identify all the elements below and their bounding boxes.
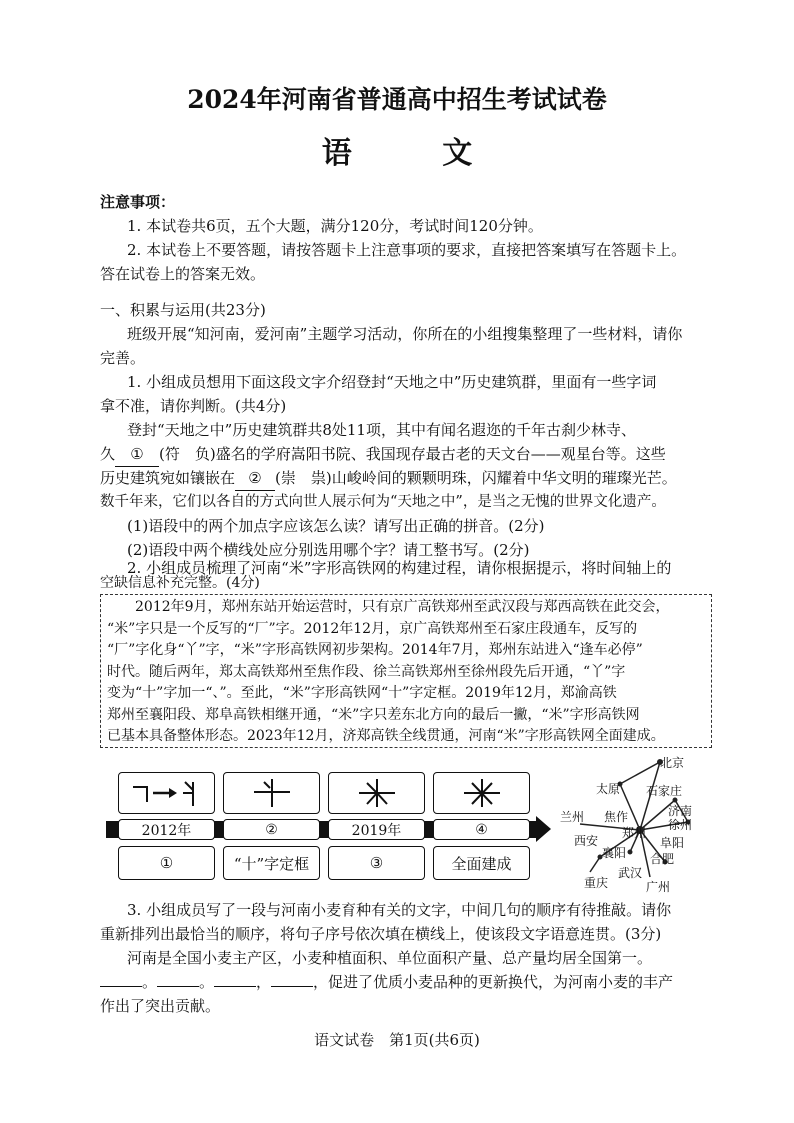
map-city-lanzhou: 兰州: [560, 810, 585, 824]
q2-stem: 2. 小组成员梳理了河南“米”字形高铁网的构建过程，请你根据提示，将时间轴上的: [127, 559, 672, 577]
answer-blank-4[interactable]: [271, 972, 313, 987]
map-city-zhengzhou: 郑州: [622, 826, 647, 840]
map-city-fuyang: 阜阳: [660, 836, 685, 850]
q1-stem-cont: 拿不准，请你判断。(共4分): [100, 397, 287, 415]
timeline-bottom-2: “十”字定框: [223, 846, 320, 880]
timeline-arrow-icon: [536, 816, 551, 842]
map-city-taiyuan: 太原: [596, 782, 621, 796]
box-line-4: 时代。随后两年，郑太高铁郑州至焦作段、徐兰高铁郑州至徐州段先后开通，“丫”字: [107, 663, 626, 680]
map-city-xuzhou: 徐州: [668, 818, 693, 832]
q3-text-1: 河南是全国小麦主产区，小麦种植面积、单位面积产量、总产量均居全国第一。: [127, 949, 653, 967]
passage-text: 历史建筑宛如镶嵌在: [100, 469, 236, 487]
section-intro-cont: 完善。: [100, 349, 146, 367]
map-city-xiangyang: 襄阳: [602, 846, 627, 860]
notice-heading: 注意事项：: [100, 193, 176, 211]
timeline-symbol-3: [328, 772, 425, 814]
map-city-xian: 西安: [574, 834, 599, 848]
notice-item-2: 2. 本试卷上不要答题，请按答题卡上注意事项的要求，直接把答案填写在答题卡上。: [127, 241, 687, 259]
timeline-top-2: ②: [223, 819, 320, 840]
timeline-top-1: 2012年: [118, 819, 215, 840]
q1-passage-line-2: [100, 442, 666, 467]
q3-text-3: 作出了突出贡献。: [100, 997, 221, 1015]
q1-stem: 1. 小组成员想用下面这段文字介绍登封“天地之中”历史建筑群，里面有一些字词: [127, 373, 657, 391]
subject-title: 语 文: [321, 136, 513, 171]
q1-passage-line-1: 登封“天地之中”历史建筑群共8处11项，其中有闻名遐迩的千年古刹少林寺、: [127, 421, 636, 439]
q1-passage-line-3: [100, 466, 677, 491]
map-city-shijiazhuang: 石家庄: [646, 784, 683, 798]
mi-without-stroke-icon: [337, 776, 417, 810]
q2-material-box: [100, 594, 712, 748]
q1-sub-2: (2)语段中两个横线处应分别选用哪个字？请工整书写。(2分): [127, 541, 530, 559]
timeline-bottom-1: ①: [118, 846, 215, 880]
q3-text-tail: ，促进了优质小麦品种的更新换代，为河南小麦的丰产: [313, 973, 674, 991]
timeline-top-3: 2019年: [328, 819, 425, 840]
section-intro: 班级开展“知河南，爱河南”主题学习活动，你所在的小组搜集整理了一些材料，请你: [127, 325, 683, 343]
map-city-jiaozuo: 焦作: [604, 810, 629, 824]
box-line-6: 郑州至襄阳段、郑阜高铁相继开通，“米”字只差东北方向的最后一撇，“米”字形高铁网: [107, 706, 640, 723]
railway-map: [560, 752, 720, 892]
exam-title: 2024年河南省普通高中招生考试试卷: [187, 85, 607, 114]
timeline-symbol-2: [223, 772, 320, 814]
cross-plus-dot-icon: [232, 776, 312, 810]
map-city-chongqing: 重庆: [584, 876, 609, 890]
passage-text: (符 负)盛名的学府嵩阳书院、我国现存最古老的天文台——观星台等。这些: [159, 445, 666, 463]
box-line-3: “厂”字化身“丫”字，“米”字形高铁网初步架构。2014年7月，郑州东站进入“逢车必停”: [107, 642, 643, 658]
answer-blank-2[interactable]: [157, 972, 199, 987]
timeline-symbol-1: [118, 772, 215, 814]
box-line-5: 变为“十”字加一“、”。至此，“米”字形高铁网“十”字定框。2019年12月，郑渝高铁: [107, 685, 617, 701]
notice-item-1: 1. 本试卷共6页，五个大题，满分120分，考试时间120分钟。: [127, 217, 543, 235]
mi-full-icon: [442, 776, 522, 810]
reversed-chang-to-ya-icon: [127, 778, 207, 808]
q3-stem-cont: 重新排列出最恰当的顺序，将句子序号依次填在横线上，使该段文字语意连贯。(3分): [100, 925, 662, 943]
map-city-hefei: 合肥: [650, 852, 675, 866]
map-city-jinan: 济南: [668, 804, 693, 818]
blank-2: ②: [235, 466, 275, 491]
map-city-beijing: 北京: [660, 756, 685, 770]
page-footer: 语文试卷 第1页(共6页): [314, 1031, 480, 1049]
timeline-symbol-4: [433, 772, 530, 814]
answer-blank-3[interactable]: [214, 972, 256, 987]
passage-text: (崇 祟)山峻岭间的颗颗明珠，闪耀着中华文明的璀璨光芒。: [275, 469, 677, 487]
blank-1: ①: [115, 442, 159, 467]
notice-item-2-cont: 答在试卷上的答案无效。: [100, 265, 266, 283]
box-line-2: “米”字只是一个反写的“厂”字。2012年12月，京广高铁郑州至石家庄段通车，反写的: [107, 620, 638, 637]
q2-stem-cont: 空缺信息补充完整。(4分): [100, 575, 260, 591]
passage-text: 久: [100, 445, 116, 463]
timeline-bottom-3: ③: [328, 846, 425, 880]
box-line-1: 2012年9月，郑州东站开始运营时，只有京广高铁郑州至武汉段与郑西高铁在此交会，: [135, 599, 670, 615]
q3-stem: 3. 小组成员写了一段与河南小麦育种有关的文字，中间几句的顺序有待推敲。请你: [127, 901, 672, 919]
map-city-guangzhou: 广州: [646, 880, 671, 894]
map-city-wuhan: 武汉: [618, 866, 643, 880]
q1-passage-line-4: 数千年来，它们以各自的方式向世人展示何为“天地之中”，是当之无愧的世界文化遗产。: [100, 494, 666, 510]
box-line-7: 已基本具备整体形态。2023年12月，济郑高铁全线贯通，河南“米”字形高铁网全面建成。: [107, 728, 665, 744]
section-heading: 一、积累与运用(共23分): [100, 301, 266, 319]
timeline-top-4: ④: [433, 819, 530, 840]
q3-text-2: 。 。 ， ，促进了优质小麦品种的更新换代，为河南小麦的丰产: [100, 970, 673, 994]
timeline-bottom-4: 全面建成: [433, 846, 530, 880]
answer-blank-1[interactable]: [100, 972, 142, 987]
q1-sub-1: (1)语段中的两个加点字应该怎么读？请写出正确的拼音。(2分): [127, 517, 545, 535]
